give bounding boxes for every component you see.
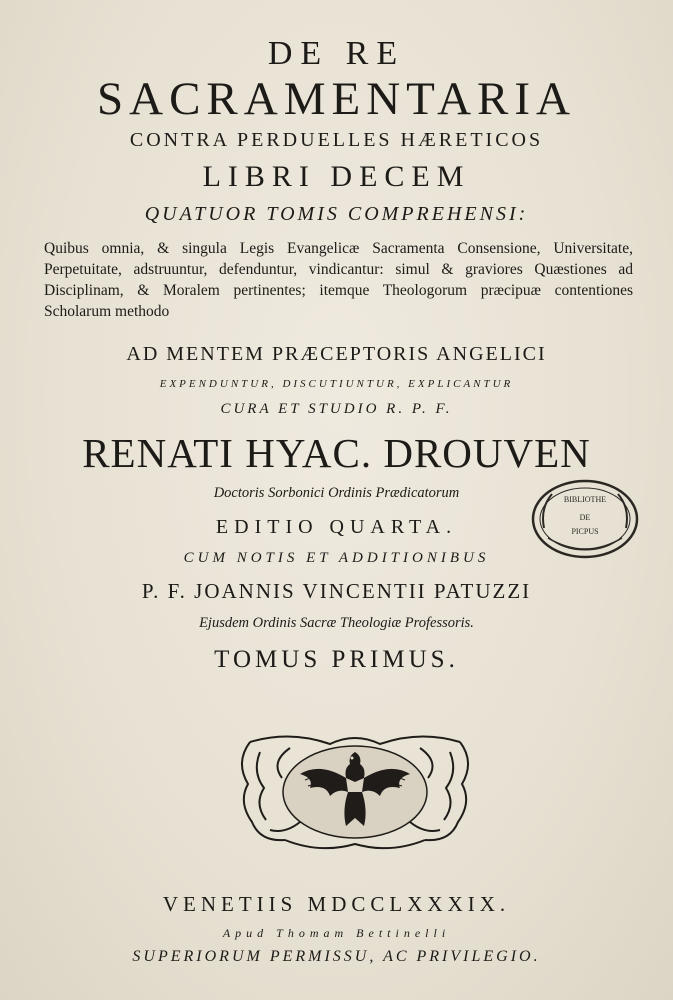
imprint-printer: Apud Thomam Bettinelli [222,926,451,940]
description-paragraph: Quibus omnia, & singula Legis Evangelicæ Sacramenta Consensione, Universitate, Perpetuitate, adstruuntur, defenduntur, vindicantur: simul & graviores Quæstiones ad Disciplinam, & Moralem pertinentes; itemque Theologorum præcipuæ contentiones Scholarum methodo [44,240,633,320]
imprint-privilege: SUPERIORUM PERMISSU, AC PRIVILEGIO. [132,948,541,965]
library-stamp [530,478,640,560]
printer-ornament [230,722,480,857]
title-line-de-re: DE RE [267,35,406,72]
editor-role: Ejusdem Ordinis Sacræ Theologiæ Professoris. [199,615,474,631]
stamp-text-middle: DE [579,513,591,522]
subtitle-cura: CURA ET STUDIO R. P. F. [220,401,453,417]
subtitle-tomis: QUATUOR TOMIS COMPREHENSI: [144,203,529,225]
volume-line: TOMUS PRIMUS. [214,646,459,673]
subtitle-expenduntur: EXPENDUNTUR, DISCUTIUNTUR, EXPLICANTUR [159,378,514,390]
edition-line: EDITIO QUARTA. [215,516,458,538]
notes-line: CUM NOTIS ET ADDITIONIBUS [183,550,490,566]
subtitle-mentem: AD MENTEM PRÆCEPTORIS ANGELICI [126,343,547,365]
subtitle-contra: CONTRA PERDUELLES HÆRETICOS [129,129,544,151]
stamp-text-top: BIBLIOTHE [563,495,607,504]
editor-name: P. F. JOANNIS VINCENTII PATUZZI [141,579,532,603]
imprint-city: VENETIIS MDCCLXXXIX. [162,892,511,916]
subtitle-libri: LIBRI DECEM [202,160,471,193]
author-name: RENATI HYAC. DROUVEN [82,430,591,476]
stamp-icon [530,478,640,560]
main-title: SACRAMENTARIA [97,73,576,125]
eagle-cartouche-icon [230,722,480,857]
author-role: Doctoris Sorbonici Ordinis Prædicatorum [213,485,460,501]
stamp-text-bottom: PICPUS [571,527,599,536]
